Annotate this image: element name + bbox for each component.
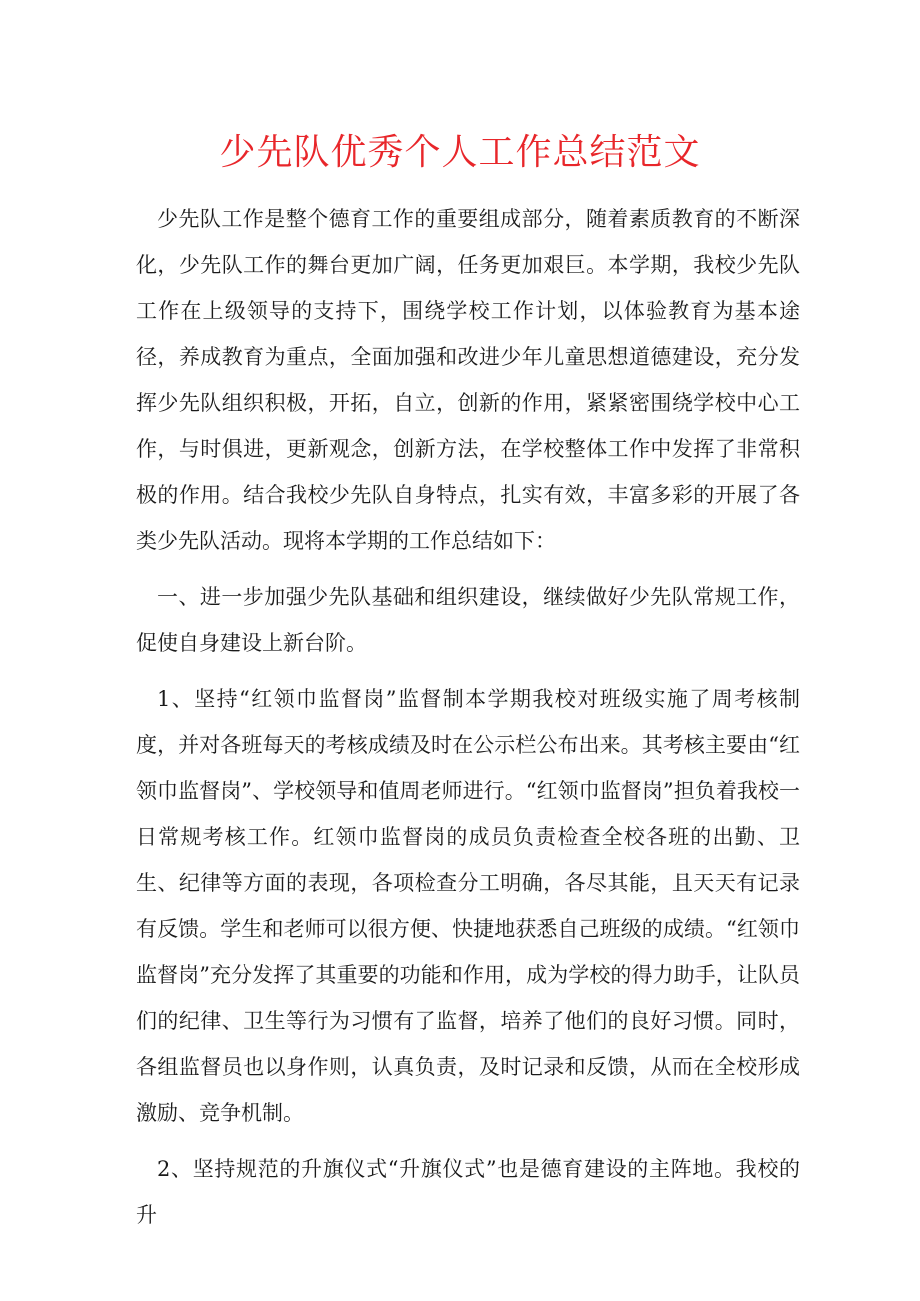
paragraph-item-one: 1、坚持“红领巾监督岗”监督制本学期我校对班级实施了周考核制度，并对各班每天的考核成绩及时在公示栏公布出来。其考核主要由“红领巾监督岗”、学校领导和值周老师进行。“红领巾监督岗”担负着我校一日常规考核工作。红领巾监督岗的成员负责检查全校各班的出勤、卫生、纪律等方面的表现，各项检查分工明确，各尽其能，且天天有记录有反馈。学生和老师可以很方便、快捷地获悉自己班级的成绩。“红领巾监督岗”充分发挥了其重要的功能和作用，成为学校的得力助手，让队员们的纪律、卫生等行为习惯有了监督，培养了他们的良好习惯。同时，各组监督员也以身作则，认真负责，及时记录和反馈，从而在全校形成激励、竞争机制。 bbox=[136, 687, 800, 1125]
document-body bbox=[136, 196, 800, 1248]
paragraph-item-two: 2、坚持规范的升旗仪式“升旗仪式”也是德育建设的主阵地。我校的升 bbox=[136, 1157, 800, 1227]
paragraph-intro: 少先队工作是整个德育工作的重要组成部分，随着素质教育的不断深化，少先队工作的舞台更加广阔，任务更加艰巨。本学期，我校少先队工作在上级领导的支持下，围绕学校工作计划，以体验教育为基本途径，养成教育为重点，全面加强和改进少年儿童思想道德建设，充分发挥少先队组织积极，开拓，自立，创新的作用，紧紧密围绕学校中心工作，与时俱进，更新观念，创新方法，在学校整体工作中发挥了非常积极的作用。结合我校少先队自身特点，扎实有效，丰富多彩的开展了各类少先队活动。现将本学期的工作总结如下： bbox=[136, 207, 800, 553]
paragraph-section-one: 一、进一步加强少先队基础和组织建设，继续做好少先队常规工作，促使自身建设上新台阶。 bbox=[136, 585, 800, 655]
document-title: 少先队优秀个人工作总结范文 bbox=[219, 132, 701, 173]
